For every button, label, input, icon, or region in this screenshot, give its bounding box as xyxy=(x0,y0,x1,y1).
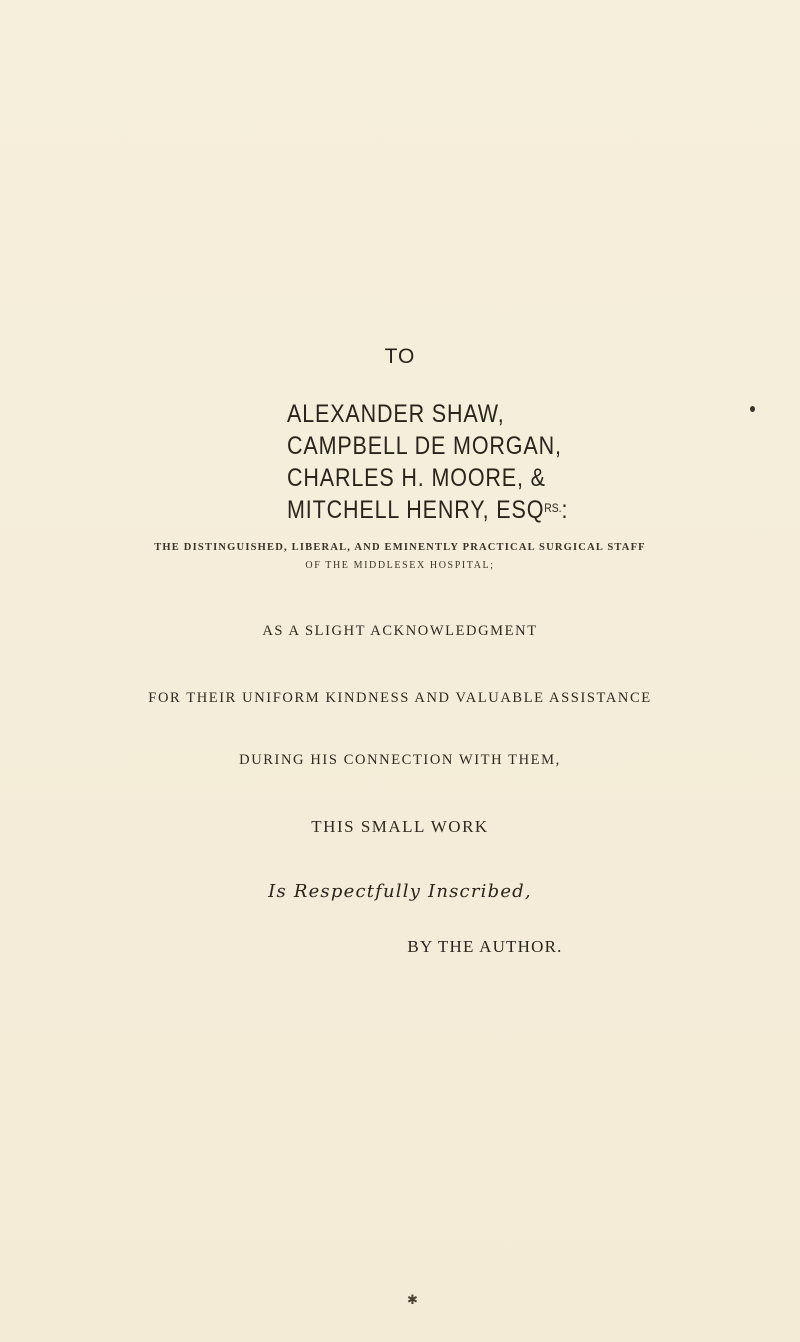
dedicatee-name-last xyxy=(287,494,648,526)
connection-line: DURING HIS CONNECTION WITH THEM, xyxy=(239,752,561,768)
dedicatee-names xyxy=(287,398,648,526)
staff-description: THE DISTINGUISHED, LIBERAL, AND EMINENTLY PRACTICAL SURGICAL STAFF xyxy=(154,542,646,553)
dedicatee-name: MITCHELL HENRY, ESQ xyxy=(287,496,545,524)
work-line: THIS SMALL WORK xyxy=(311,817,489,836)
dedicatee-name: CHARLES H. MOORE, & xyxy=(287,464,546,492)
dedicatee-name: ALEXANDER SHAW, xyxy=(287,400,505,428)
kindness-line: FOR THEIR UNIFORM KINDNESS AND VALUABLE ASSISTANCE xyxy=(148,690,652,706)
inscribed-line: Is Respectfully Inscribed, xyxy=(268,881,532,902)
author-line: BY THE AUTHOR. xyxy=(407,937,563,956)
hospital-line: OF THE MIDDLESEX HOSPITAL; xyxy=(305,560,495,571)
names-trailing-punct: : xyxy=(561,496,569,524)
dedicatee-name: CAMPBELL DE MORGAN, xyxy=(287,432,562,460)
dedication-to: TO xyxy=(384,345,416,368)
print-speck xyxy=(750,406,755,412)
esquires-suffix: RS. xyxy=(544,501,562,515)
acknowledgment-line: AS A SLIGHT ACKNOWLEDGMENT xyxy=(262,623,538,639)
printers-mark-icon: ✱ xyxy=(407,1293,418,1308)
